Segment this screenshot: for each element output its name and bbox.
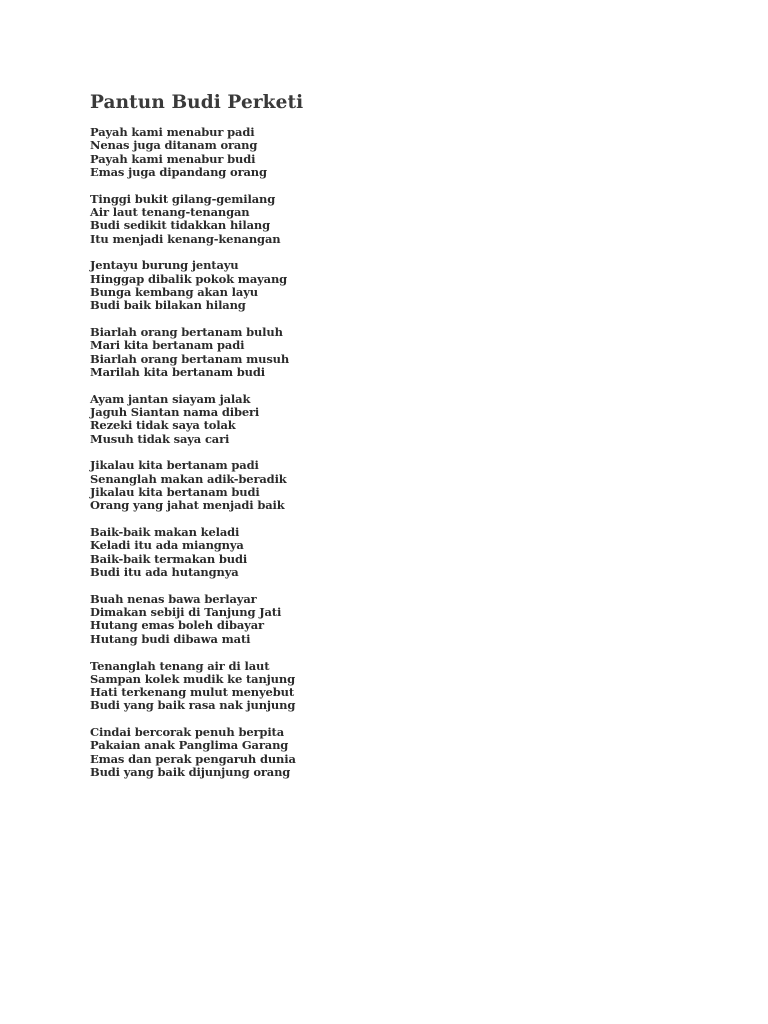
document-title: Pantun Budi Perketi xyxy=(90,92,304,113)
stanza xyxy=(90,593,490,646)
poem-line: Cindai bercorak penuh berpita xyxy=(90,725,285,740)
stanza xyxy=(90,193,490,246)
poem-line: Payah kami menabur padi xyxy=(90,125,255,139)
poem-line: Jikalau kita bertanam padi xyxy=(90,458,259,473)
poem-line: Orang yang jahat menjadi baik xyxy=(90,498,285,513)
poem-line: Tinggi bukit gilang-gemilang xyxy=(90,191,276,206)
poem-line: Air laut tenang-tenangan xyxy=(90,204,250,219)
stanza xyxy=(90,393,490,446)
stanza xyxy=(90,459,490,512)
poem-line: Jikalau kita bertanam budi xyxy=(90,485,260,500)
stanza xyxy=(90,326,490,379)
poem-line: Budi baik bilakan hilang xyxy=(90,298,246,313)
stanza xyxy=(90,126,490,179)
poem-line: Keladi itu ada miangnya xyxy=(90,538,244,553)
poem-line: Payah kami menabur budi xyxy=(90,151,256,166)
poem-line: Budi sedikit tidakkan hilang xyxy=(90,218,271,233)
poem-line: Itu menjadi kenang-kenangan xyxy=(90,231,281,246)
poem-line: Rezeki tidak saya tolak xyxy=(90,418,236,433)
poem-line: Jentayu burung jentayu xyxy=(90,258,239,273)
poem-line: Emas juga dipandang orang xyxy=(90,164,267,179)
poem-line: Tenanglah tenang air di laut xyxy=(90,658,270,673)
poem-line: Hutang emas boleh dibayar xyxy=(90,618,264,633)
poem-line: Nenas juga ditanam orang xyxy=(90,138,258,153)
poem-line: Baik-baik makan keladi xyxy=(90,525,240,540)
poem-line: Hinggap dibalik pokok mayang xyxy=(90,271,288,286)
poem-line: Buah nenas bawa berlayar xyxy=(90,591,257,606)
poem-line: Marilah kita bertanam budi xyxy=(90,364,265,379)
stanza xyxy=(90,726,490,779)
poem-line: Pakaian anak Panglima Garang xyxy=(90,738,289,753)
poem-line: Sampan kolek mudik ke tanjung xyxy=(90,671,295,686)
poem-line: Hutang budi dibawa mati xyxy=(90,631,251,646)
poem-line: Hati terkenang mulut menyebut xyxy=(90,685,294,700)
poem-line: Budi yang baik dijunjung orang xyxy=(90,765,291,780)
poem-line: Dimakan sebiji di Tanjung Jati xyxy=(90,605,282,620)
poem-line: Budi yang baik rasa nak junjung xyxy=(90,698,296,713)
poem-line: Biarlah orang bertanam musuh xyxy=(90,351,290,366)
poem-body xyxy=(90,126,490,779)
poem-line: Biarlah orang bertanam buluh xyxy=(90,325,283,340)
document-page xyxy=(90,90,490,793)
poem-line: Ayam jantan siayam jalak xyxy=(90,391,251,406)
stanza xyxy=(90,526,490,579)
poem-line: Musuh tidak saya cari xyxy=(90,431,230,446)
poem-line: Baik-baik termakan budi xyxy=(90,551,248,566)
poem-line: Budi itu ada hutangnya xyxy=(90,565,239,580)
poem-line: Emas dan perak pengaruh dunia xyxy=(90,751,296,766)
stanza xyxy=(90,660,490,713)
stanza xyxy=(90,259,490,312)
poem-line: Jaguh Siantan nama diberi xyxy=(90,405,260,420)
poem-line: Bunga kembang akan layu xyxy=(90,284,258,299)
poem-line: Mari kita bertanam padi xyxy=(90,338,245,353)
poem-line: Senanglah makan adik-beradik xyxy=(90,471,287,486)
